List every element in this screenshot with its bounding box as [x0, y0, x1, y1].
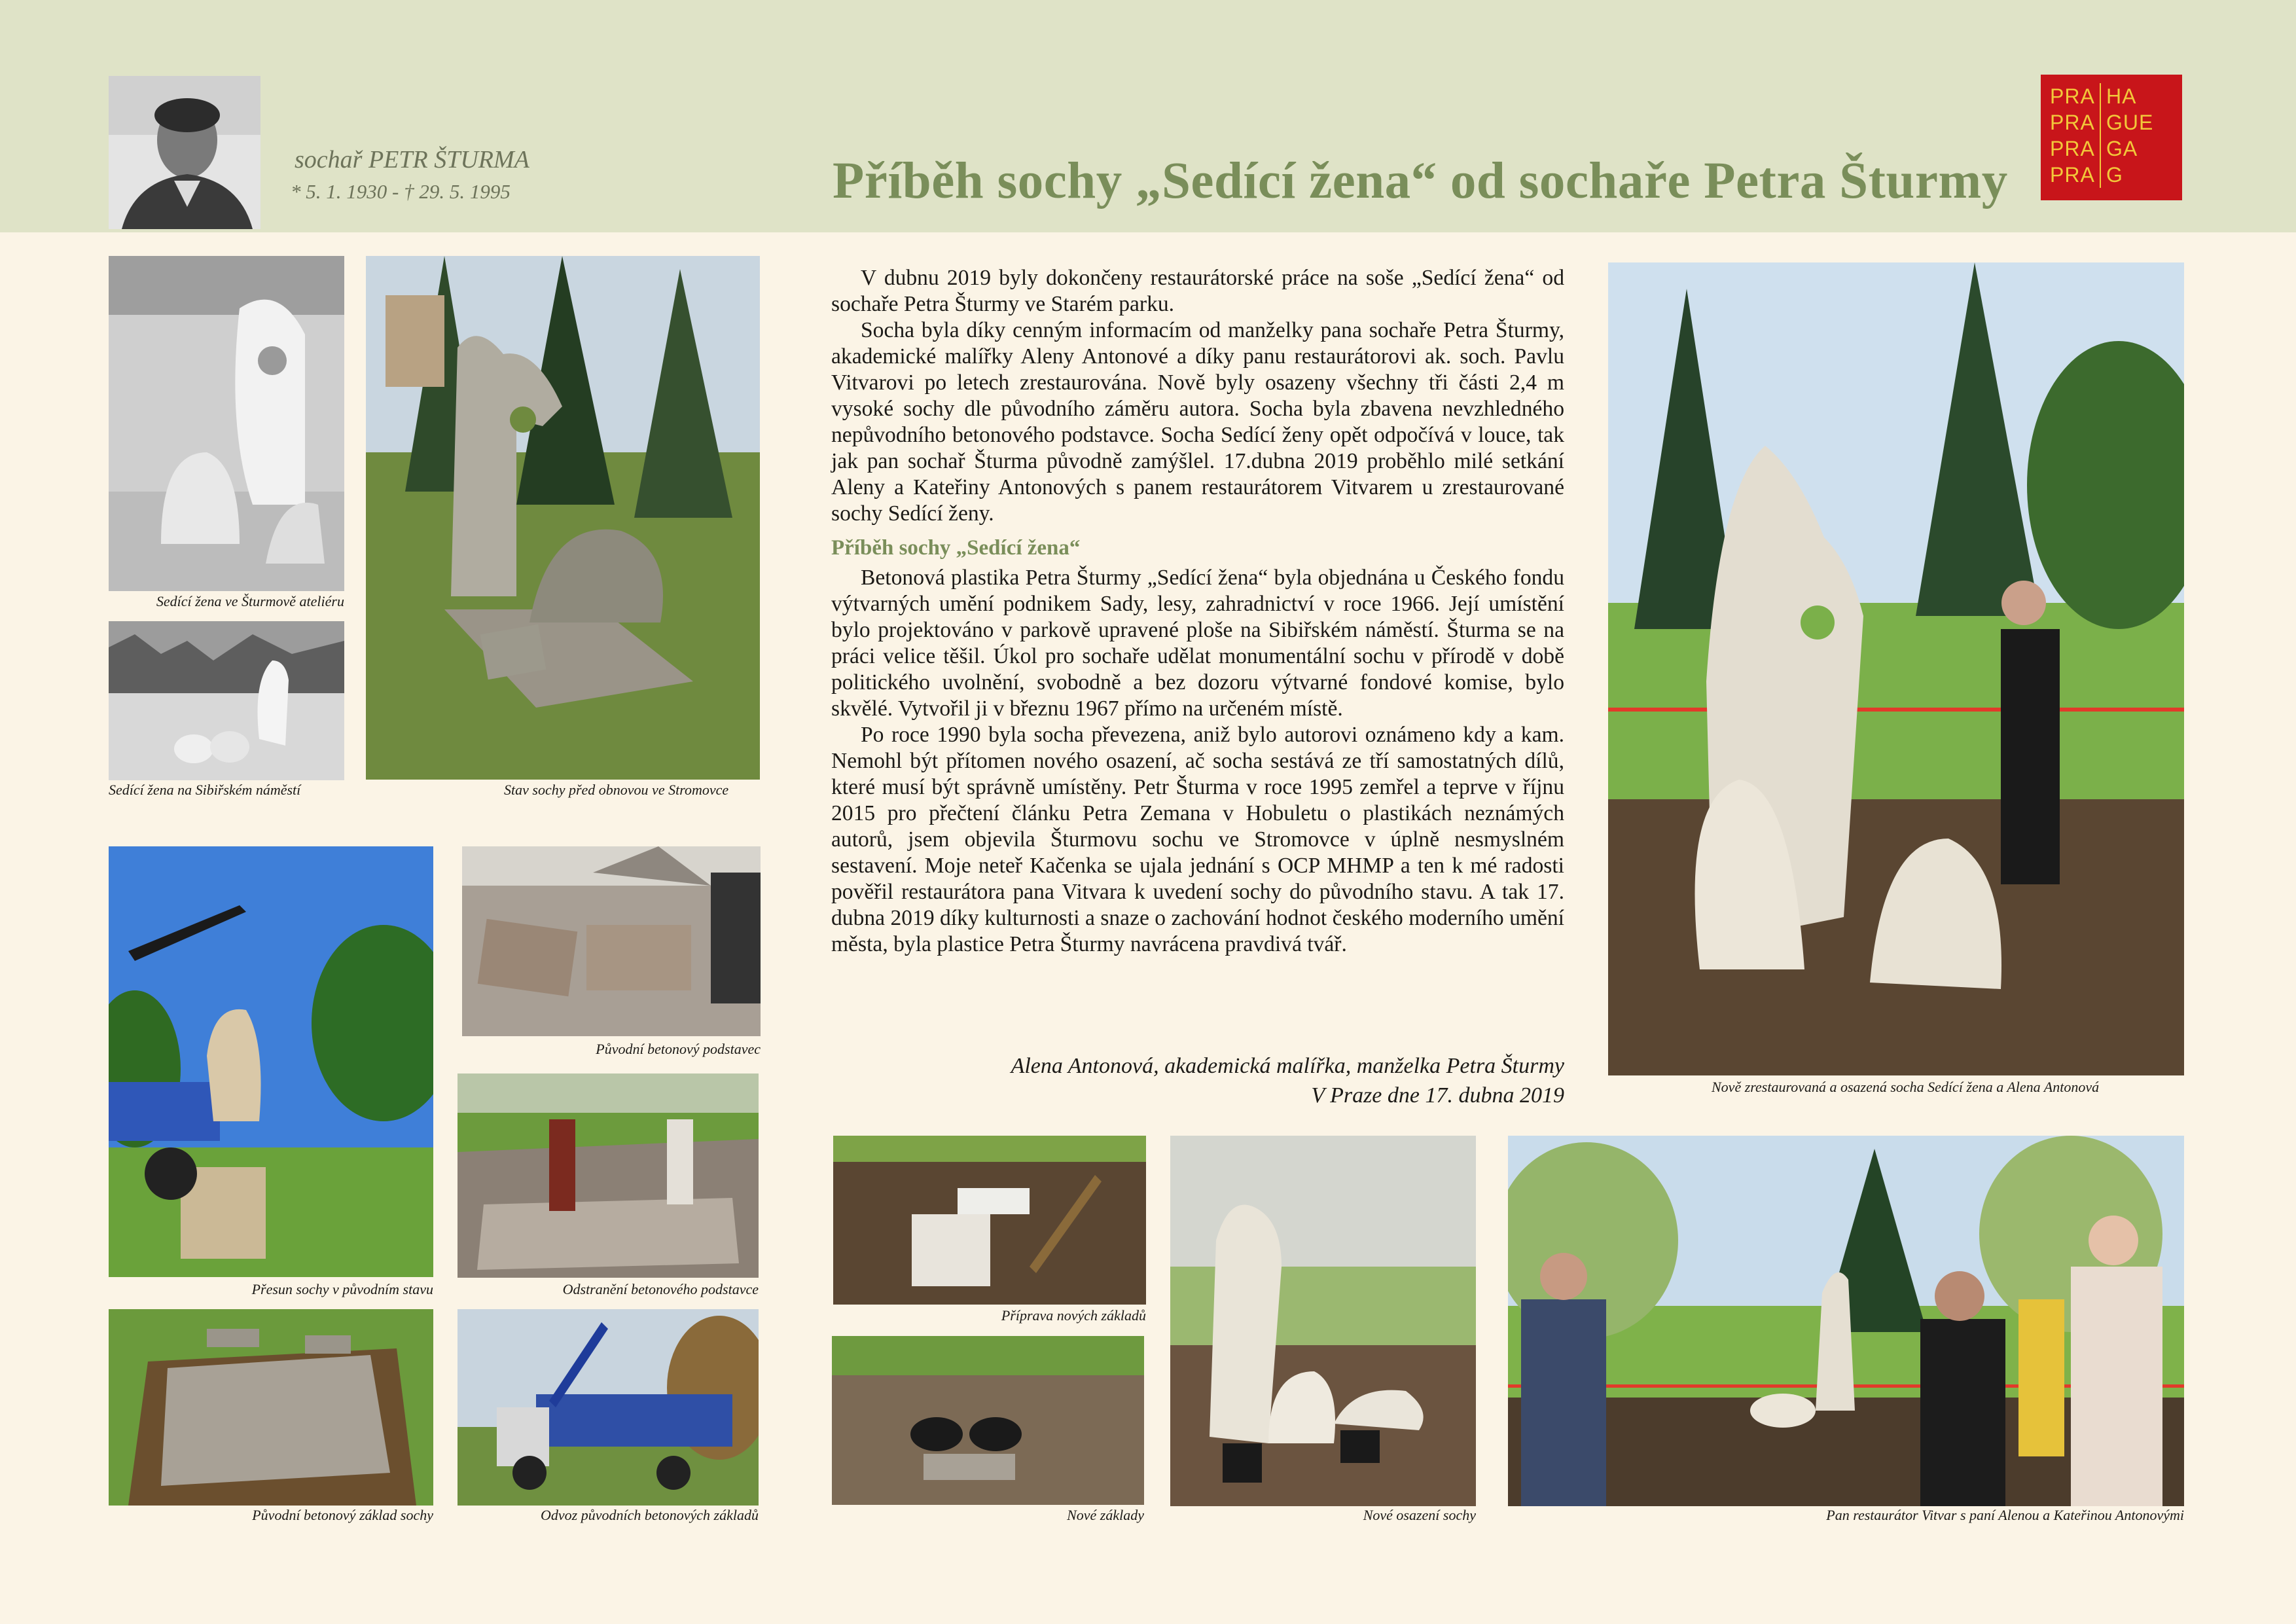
photo-sibirske — [109, 621, 344, 780]
caption-pedestal-removal: Odstranění betonového podstavce — [562, 1281, 759, 1297]
photo-transfer — [109, 846, 433, 1277]
caption-sibirske: Sedící žena na Sibiřském náměstí — [109, 782, 301, 798]
photo-base-removal — [457, 1309, 759, 1506]
caption-transfer: Přesun sochy v původním stavu — [251, 1281, 433, 1297]
caption-prep-foundations: Příprava nových základů — [1001, 1307, 1146, 1324]
photo-meeting — [1508, 1136, 2184, 1506]
photo-pedestal-removal — [457, 1074, 759, 1278]
portrait-photo — [109, 76, 260, 229]
photo-restored-sculpture — [1608, 262, 2184, 1075]
caption-before-restoration: Stav sochy před obnovou ve Stromovce — [504, 782, 729, 798]
photo-original-pedestal — [462, 846, 761, 1036]
photo-new-foundations — [832, 1336, 1144, 1505]
intro-paragraph: V dubnu 2019 byly dokončeny restaurátorské práce na soše „Sedící žena“ od sochaře Petra Šturmy ve Starém parku. — [831, 266, 1564, 316]
photo-new-placement — [1170, 1136, 1476, 1506]
author-dates: * 5. 1. 1930 - † 29. 5. 1995 — [291, 180, 511, 203]
caption-original-base: Původní betonový základ sochy — [252, 1507, 433, 1523]
caption-new-foundations: Nové základy — [1067, 1507, 1144, 1523]
author-name: sochař PETR ŠTURMA — [295, 146, 529, 173]
signature-date: V Praze dne 17. dubna 2019 — [1311, 1083, 1564, 1108]
caption-restored-sculpture: Nově zrestaurovaná a osazená socha Sedící žena a Alena Antonová — [1712, 1079, 2100, 1095]
story-paragraph: Betonová plastika Petra Šturmy „Sedící žena“ byla objednána u Českého fondu výtvarných umění podnikem Sady, lesy, zahradnictví v roce 1966. Její umístění bylo projektováno v parkově upravené ploše na Sibiřském náměstí. Šturma se na práci velice těšil. Úkol pro sochaře udělat monumentální sochu v přírodě v době politického uvolnění, svobodně a bez dozoru výtvarné fondové komise, bylo skvělé. Vytvořil ji v březnu 1967 přímo na určeném místě. — [831, 566, 1564, 721]
caption-base-removal: Odvoz původních betonových základů — [541, 1507, 759, 1523]
signature-line: Alena Antonová, akademická malířka, manželka Petra Šturmy — [1011, 1054, 1564, 1078]
caption-meeting: Pan restaurátor Vitvar s paní Alenou a Kateřinou Antonovými — [1826, 1507, 2184, 1523]
photo-before-restoration — [366, 256, 760, 780]
page-title: Příběh sochy „Sedící žena“ od sochaře Petra Šturmy — [833, 153, 2008, 209]
photo-original-base — [109, 1309, 433, 1506]
caption-original-pedestal: Původní betonový podstavec — [596, 1041, 761, 1057]
story-subheading: Příběh sochy „Sedící žena“ — [831, 536, 1081, 560]
photo-atelier — [109, 256, 344, 591]
photo-prep-foundations — [833, 1136, 1146, 1305]
caption-new-placement: Nové osazení sochy — [1363, 1507, 1476, 1523]
story-paragraph: Po roce 1990 byla socha převezena, aniž bylo autorovi oznámeno kdy a kam. Nemohl být přítomen nového osazení, ač socha sestává ze tří samostatných dílů, které musí být správně umístěny. Petr Šturma v roce 1995 zemřel a teprve v říjnu 2015 pro přečtení článku Petra Zemana v Hobuletu o plastikách neznámých autorů, jsem objevila Šturmovu sochu ve Stromovce v úplně nesmyslném sestavení. Moje neteř Kačenka se ujala jednání s OCP MHMP a ten k mé radosti pověřil restaurátora pana Vitvara k uvedení sochy do původního stavu. A tak 17. dubna 2019 díky kulturnosti a snaze o zachování hodnot českého moderního umění města, byla plastice Petra Šturmy navrácena pravdivá tvář. — [831, 723, 1564, 956]
caption-atelier: Sedící žena ve Šturmově ateliéru — [156, 593, 344, 609]
article-text — [831, 265, 1564, 958]
praha-logo: PRA HA PRA GUE PRA GA PRA G — [2041, 75, 2182, 200]
intro-paragraph: Socha byla díky cenným informacím od manželky pana sochaře Petra Šturmy, akademické malířky Aleny Antonové a díky panu restaurátorovi ak. soch. Pavlu Vitvarovi po letech zrestaurována. Nově byly osazeny všechny tři části 2,4 m vysoké sochy dle původního záměru autora. Socha byla zbavena nevzhledného nepůvodního betonového podstavce. Socha Sedící ženy opět odpočívá v louce, tak jak pan sochař Šturma původně zamýšlel. 17.dubna 2019 proběhlo milé setkání Aleny a Kateřiny Antonových s panem restaurátorem Vitvarem u zrestaurované sochy Sedící ženy. — [831, 318, 1564, 526]
